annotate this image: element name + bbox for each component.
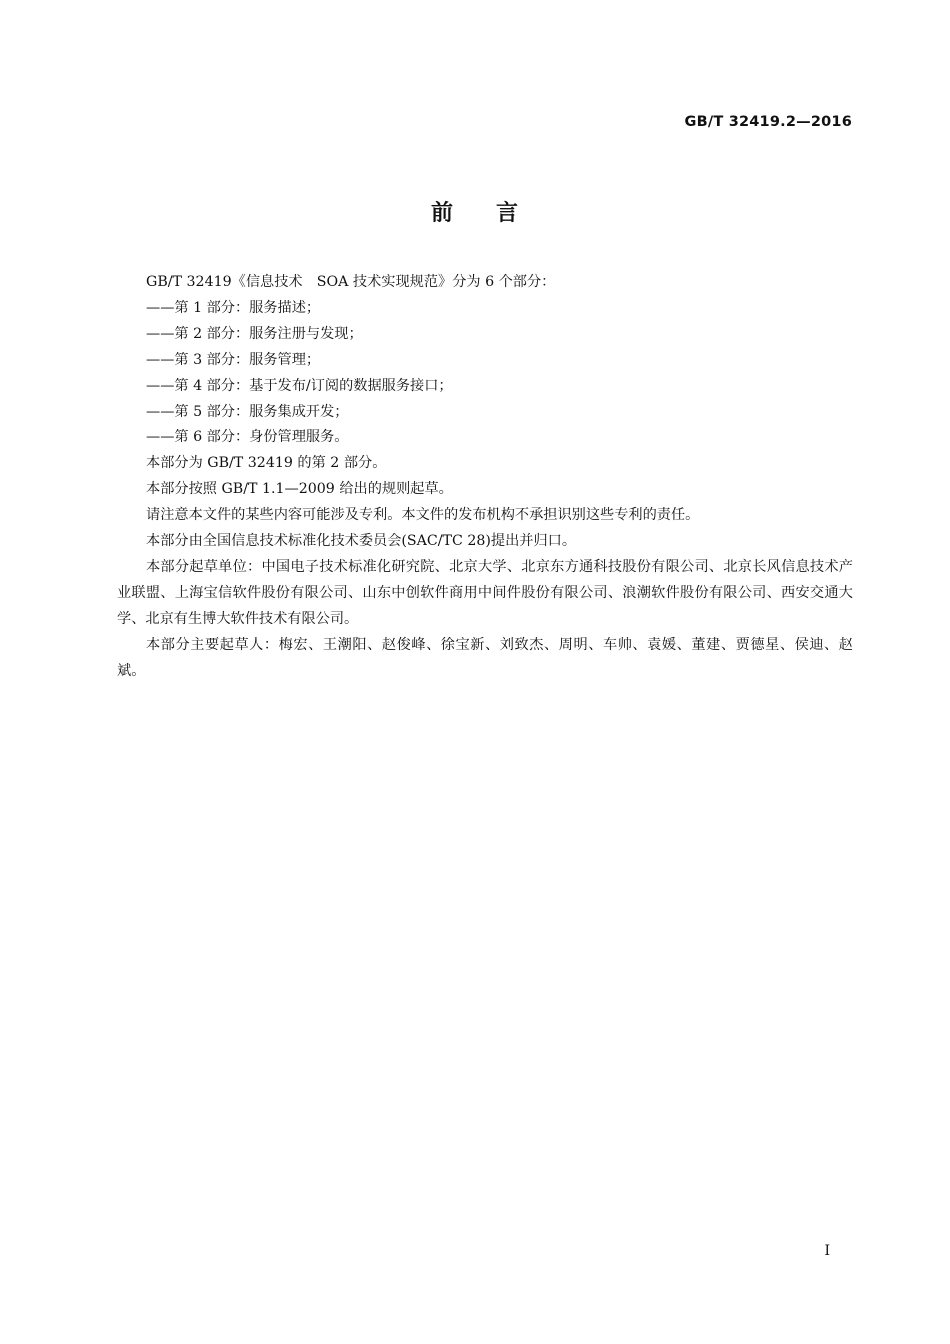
paragraph-drafters: 本部分主要起草人：梅宏、王潮阳、赵俊峰、徐宝新、刘致杰、周明、车帅、袁媛、董建、贾德星、侯迪、赵斌。 xyxy=(117,636,853,679)
standard-number: GB/T 32419.2—2016 xyxy=(684,114,852,130)
page-title xyxy=(0,196,950,227)
paragraph-intro: GB/T 32419《信息技术 SOA 技术实现规范》分为 6 个部分： xyxy=(146,274,556,290)
title-char-2: 言 xyxy=(496,201,520,226)
paragraph-patent-notice: 请注意本文件的某些内容可能涉及专利。本文件的发布机构不承担识别这些专利的责任。 xyxy=(146,507,700,524)
list-item-part-3: ——第 3 部分：服务管理； xyxy=(146,351,321,368)
paragraph-drafting-rules: 本部分按照 GB/T 1.1—2009 给出的规则起草。 xyxy=(146,481,453,498)
paragraph-proposer: 本部分由全国信息技术标准化技术委员会(SAC/TC 28)提出并归口。 xyxy=(146,533,577,550)
paragraph-drafting-units: 本部分起草单位：中国电子技术标准化研究院、北京大学、北京东方通科技股份有限公司、北京长风信息技术产业联盟、上海宝信软件股份有限公司、山东中创软件商用中间件股份有限公司、浪潮软件股份有限公司、西安交通大学、北京有生博大软件技术有限公司。 xyxy=(117,558,853,627)
title-char-1: 前 xyxy=(430,201,454,226)
foreword-body xyxy=(117,270,853,685)
list-item-part-5: ——第 5 部分：服务集成开发； xyxy=(146,403,349,420)
list-item-part-6: ——第 6 部分：身份管理服务。 xyxy=(146,429,349,446)
list-item-part-2: ——第 2 部分：服务注册与发现； xyxy=(146,325,363,342)
paragraph-this-part: 本部分为 GB/T 32419 的第 2 部分。 xyxy=(146,455,387,472)
list-item-part-1: ——第 1 部分：服务描述； xyxy=(146,299,321,316)
page-number: I xyxy=(824,1243,830,1259)
list-item-part-4: ——第 4 部分：基于发布/订阅的数据服务接口； xyxy=(146,377,453,394)
